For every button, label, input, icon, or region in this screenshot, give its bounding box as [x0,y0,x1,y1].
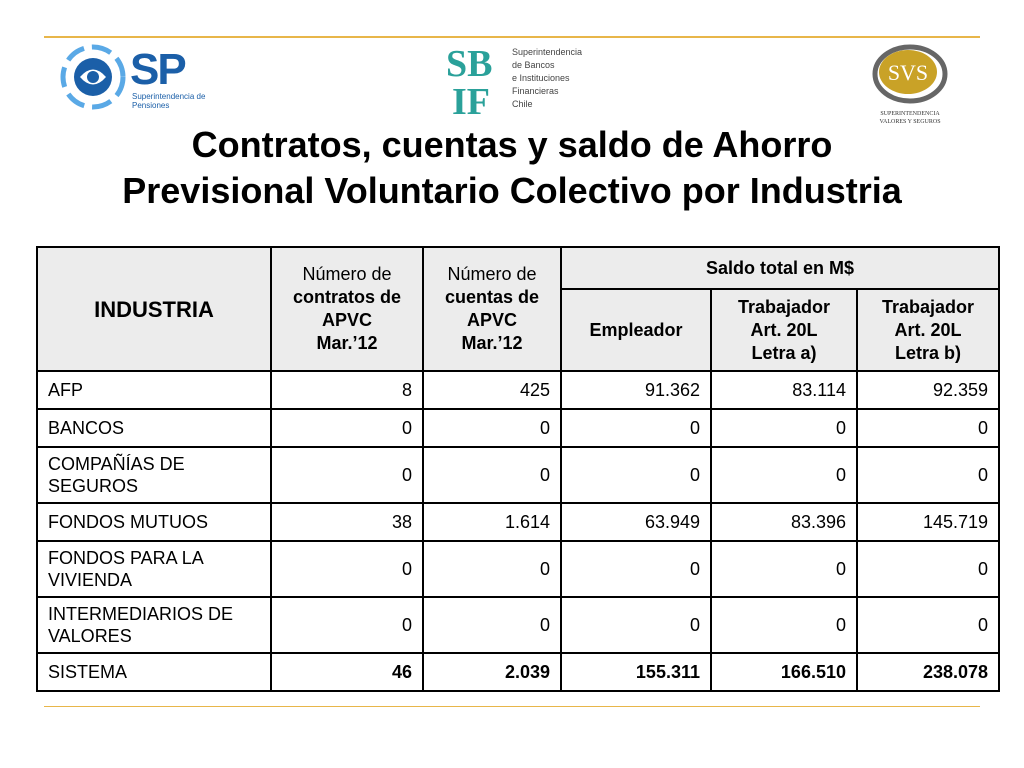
cell-industria: AFP [37,371,271,409]
cell-trabajador-a: 0 [711,597,857,653]
cell-cuentas: 1.614 [423,503,561,541]
apvc-table [36,246,1000,692]
table-row [37,503,999,541]
cell-trabajador-a: 0 [711,541,857,597]
cell-trabajador-a: 83.114 [711,371,857,409]
cell-industria: BANCOS [37,409,271,447]
cell-industria: FONDOS MUTUOS [37,503,271,541]
table-row [37,597,999,653]
header-industria: INDUSTRIA [37,247,271,371]
header-cuentas: Número de cuentas de APVC Mar.’12 [423,247,561,371]
top-divider [44,36,980,38]
cell-empleador: 0 [561,541,711,597]
header-trabajador-a: Trabajador Art. 20L Letra a) [711,289,857,371]
svs-mark-text: SVS [887,60,929,85]
title-line-1: Contratos, cuentas y saldo de Ahorro [191,124,833,165]
cell-industria: FONDOS PARA LA VIVIENDA [37,541,271,597]
cell-cuentas: 425 [423,371,561,409]
cell-cuentas: 0 [423,541,561,597]
cell-trabajador-b: 238.078 [857,653,999,691]
cell-trabajador-b: 0 [857,447,999,503]
cell-trabajador-a: 0 [711,447,857,503]
header-trabajador-b: Trabajador Art. 20L Letra b) [857,289,999,371]
cell-contratos: 0 [271,541,423,597]
svs-emblem-icon [872,42,948,106]
page-title [20,122,1004,214]
table-row-total [37,653,999,691]
sbif-logo [444,42,594,118]
svs-logo [872,42,948,130]
table-row [37,541,999,597]
cell-contratos: 46 [271,653,423,691]
sbif-subtitle: Superintendencia de Bancos e Instituciones Financieras Chile [512,47,583,109]
cell-industria: COMPAÑÍAS DE SEGUROS [37,447,271,503]
cell-contratos: 0 [271,409,423,447]
sbif-mark-bottom: IF [452,81,490,118]
cell-trabajador-b: 0 [857,541,999,597]
sp-wordmark: SP [130,45,185,94]
cell-contratos: 0 [271,447,423,503]
cell-empleador: 91.362 [561,371,711,409]
header-empleador: Empleador [561,289,711,371]
sbif-emblem-icon [444,42,508,118]
cell-empleador: 63.949 [561,503,711,541]
table-row [37,409,999,447]
cell-trabajador-b: 0 [857,597,999,653]
header-contratos: Número de contratos de APVC Mar.’12 [271,247,423,371]
cell-industria: SISTEMA [37,653,271,691]
title-line-2: Previsional Voluntario Colectivo por Industria [122,170,902,211]
cell-trabajador-a: 0 [711,409,857,447]
cell-contratos: 8 [271,371,423,409]
cell-trabajador-b: 145.719 [857,503,999,541]
table-row [37,447,999,503]
cell-empleador: 0 [561,409,711,447]
cell-cuentas: 0 [423,447,561,503]
cell-trabajador-a: 83.396 [711,503,857,541]
sp-emblem-icon [58,42,128,112]
cell-contratos: 38 [271,503,423,541]
cell-trabajador-b: 92.359 [857,371,999,409]
cell-trabajador-b: 0 [857,409,999,447]
sbif-mark-top: SB [446,43,493,85]
table-row [37,371,999,409]
cell-cuentas: 0 [423,597,561,653]
cell-empleador: 155.311 [561,653,711,691]
cell-industria: INTERMEDIARIOS DE VALORES [37,597,271,653]
cell-cuentas: 0 [423,409,561,447]
cell-contratos: 0 [271,597,423,653]
header-saldo-total: Saldo total en M$ [561,247,999,289]
cell-empleador: 0 [561,597,711,653]
svs-subtitle: SUPERINTENDENCIA VALORES Y SEGUROS [879,111,941,125]
cell-trabajador-a: 166.510 [711,653,857,691]
sp-subtitle: Superintendencia de Pensiones [132,92,206,110]
bottom-divider [44,706,980,707]
cell-cuentas: 2.039 [423,653,561,691]
sp-logo [58,42,218,112]
cell-empleador: 0 [561,447,711,503]
